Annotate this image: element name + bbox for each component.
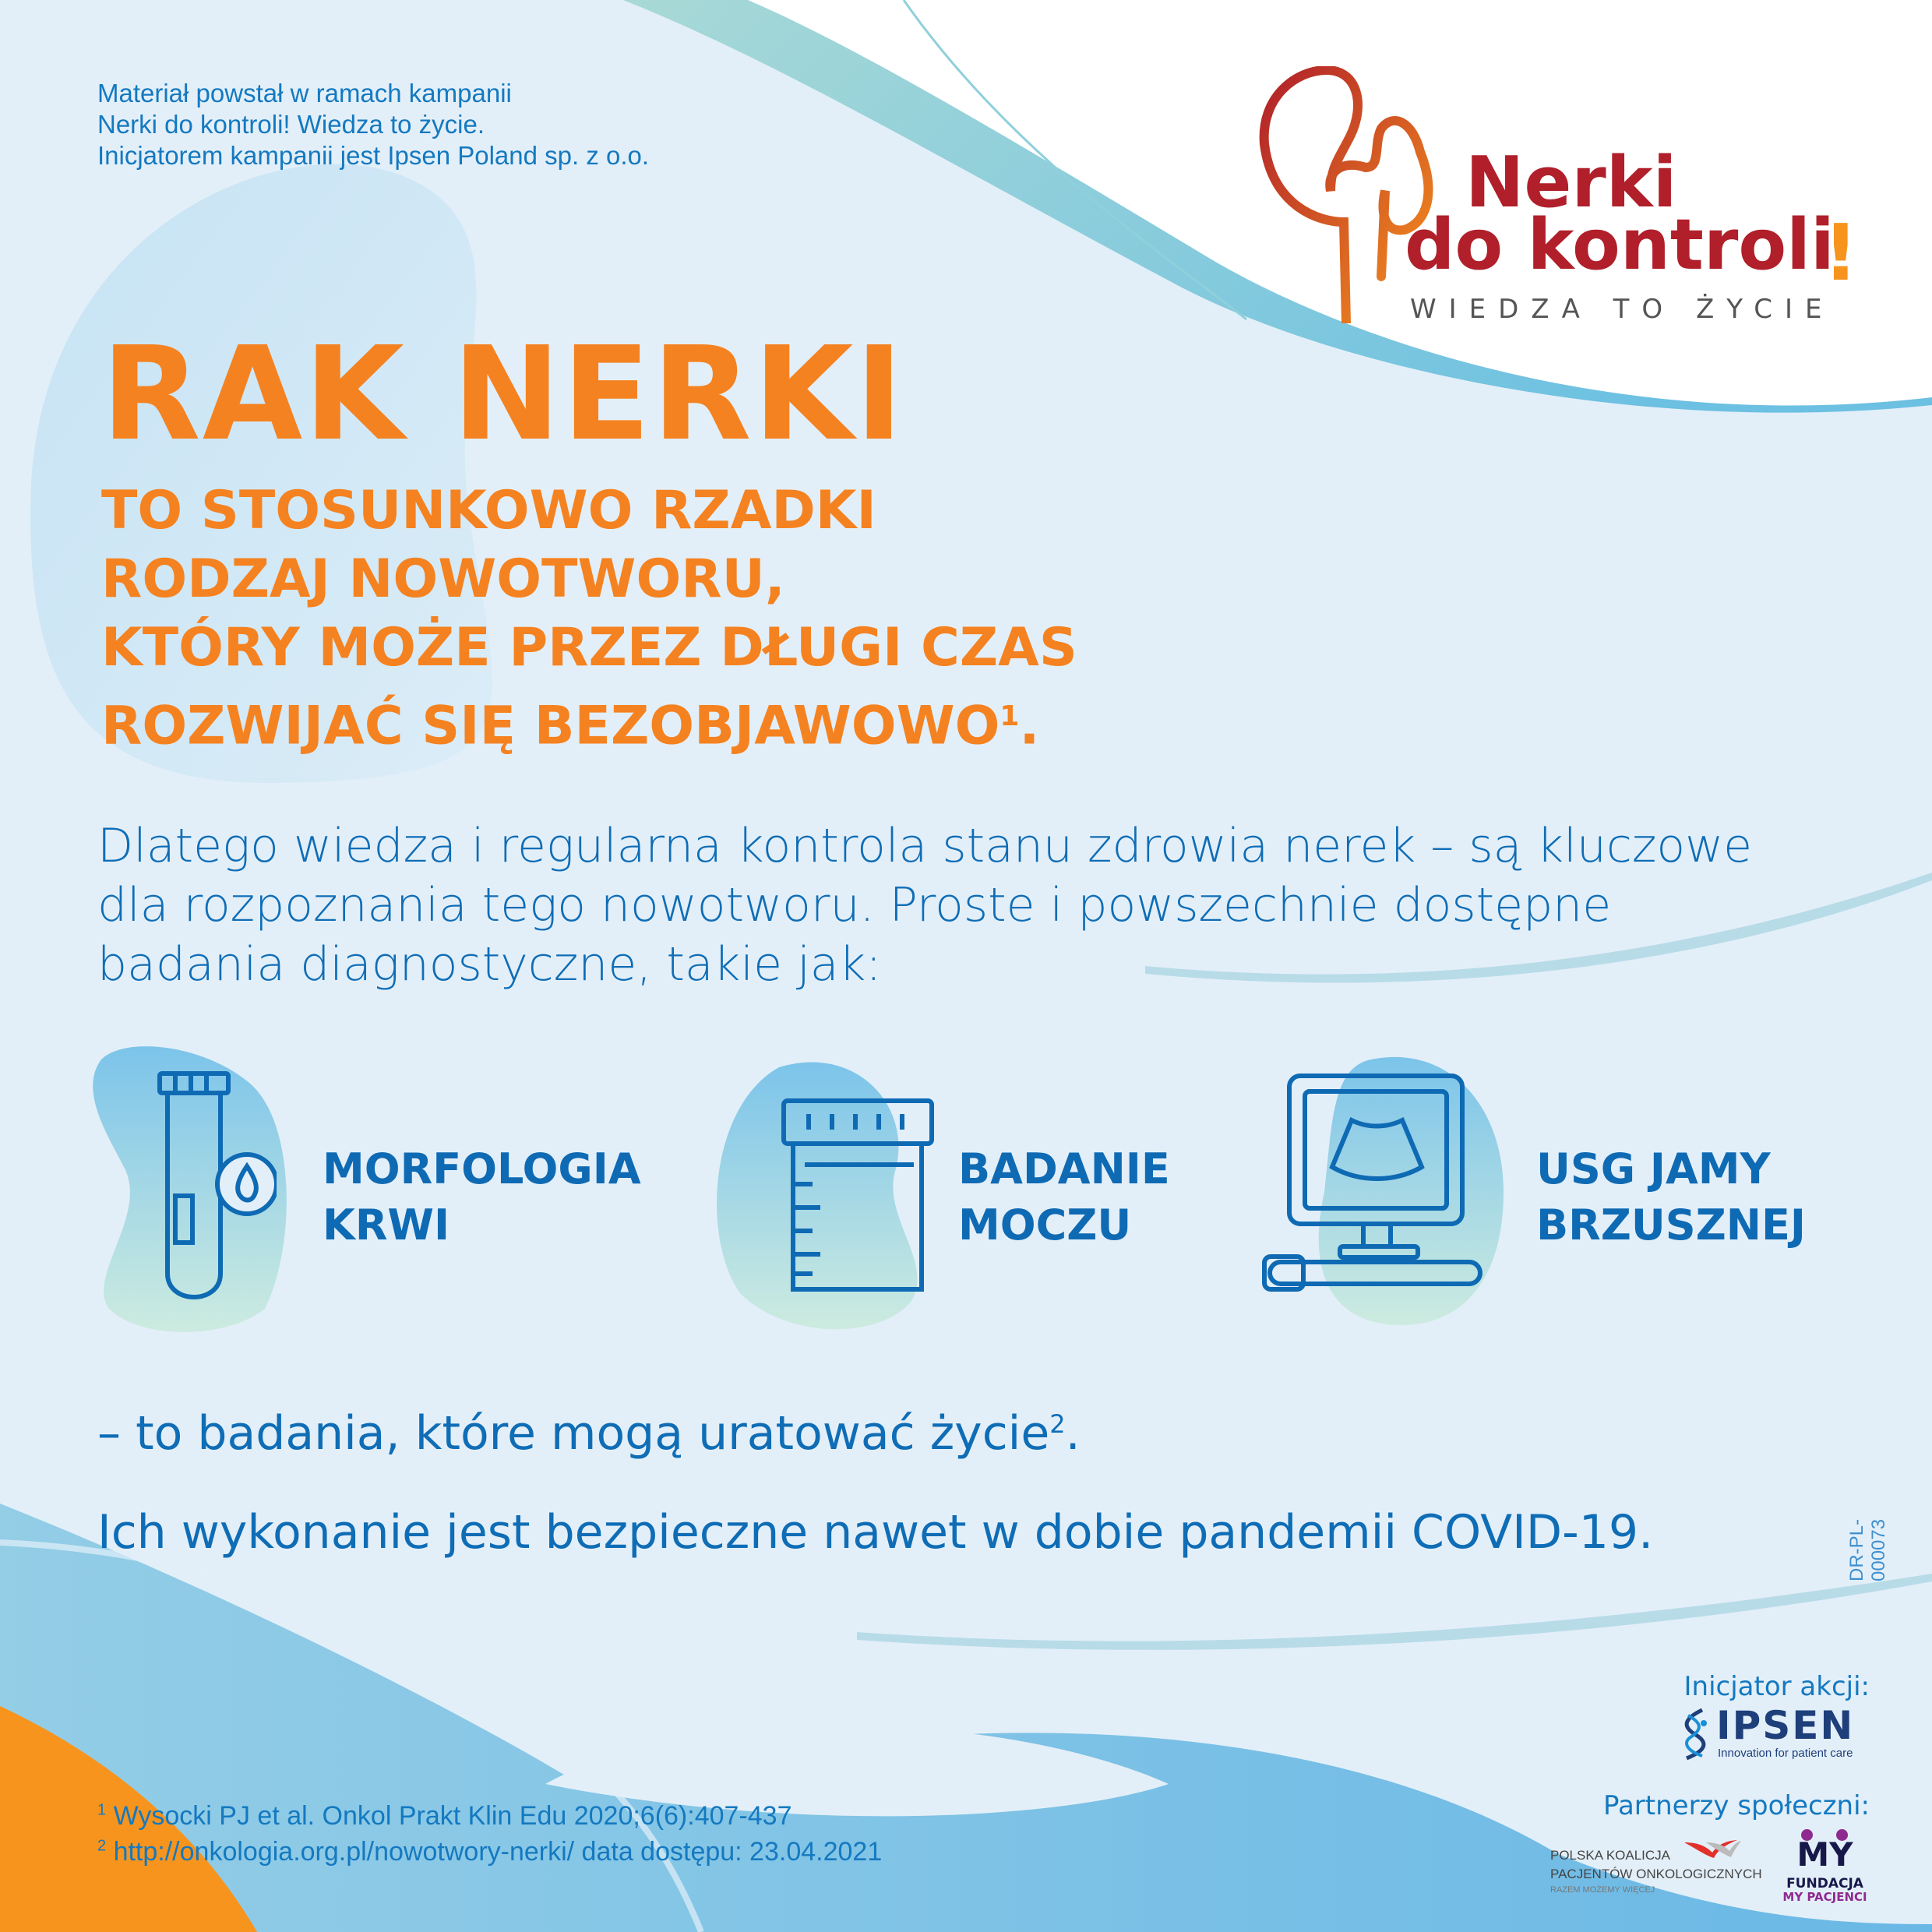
pkpo-logo [1550,1839,1762,1901]
footnote-ref: 2 [1049,1409,1066,1439]
ipsen-helix-icon [1679,1708,1712,1761]
test-label-line: BADANIE [958,1144,1170,1193]
ultrasound-monitor-icon [1262,1074,1488,1299]
subheadline-line: TO STOSUNKOWO RZADKI [101,480,876,541]
subheadline-line: ROZWIJAĆ SIĘ BEZOBJAWOWO [101,695,1000,757]
paragraph-line: dla rozpoznania tego nowotworu. Proste i powszechnie dostępne [97,878,1612,933]
campaign-note-line: Nerki do kontroli! Wiedza to życie. [97,110,485,139]
campaign-logo [1257,66,1864,323]
ipsen-name: IPSEN [1716,1703,1855,1748]
test-label-line: MORFOLOGIA [323,1144,641,1193]
period: . [1065,1406,1081,1461]
campaign-note [97,78,649,171]
partners-label: Partnerzy społeczni: [1602,1790,1870,1821]
footnote-link[interactable]: http://onkologia.org.pl/nowotwory-nerki/ data dostępu: 23.04.2021 [113,1837,883,1867]
test-label-badanie-moczu [958,1141,1170,1253]
paragraph-line: Dlatego wiedza i regularna kontrola stanu zdrowia nerek – są kluczowe [97,819,1753,873]
footnote-1 [97,1801,791,1832]
campaign-note-line: Inicjatorem kampanii jest Ipsen Poland sp. z o.o. [97,141,650,170]
logo-line2: do kontroli [1405,204,1835,286]
ipsen-logo [1679,1703,1870,1764]
pkpo-line: POLSKA KOALICJA [1550,1848,1671,1863]
subheadline-line: RODZAJ NOWOTWORU, [101,548,785,610]
footnote-num: 1 [97,1801,107,1819]
footnote-text: Wysocki PJ et al. Onkol Prakt Klin Edu 2020;6(6):407-437 [113,1801,792,1831]
test-label-morfologia [323,1141,641,1253]
pkpo-line: PACJENTÓW ONKOLOGICZNYCH [1550,1867,1762,1881]
ipsen-tagline: Innovation for patient care [1718,1747,1853,1760]
campaign-note-line: Materiał powstał w ramach kampanii [97,79,512,108]
swallows-icon [1683,1839,1741,1870]
test-label-line: KRWI [323,1200,450,1250]
footnote-num: 2 [97,1837,107,1855]
period: . [1019,695,1040,757]
initiator-label: Inicjator akcji: [1683,1671,1870,1702]
urine-container-icon [781,1098,937,1297]
conclusion-text [97,1406,1081,1461]
intro-paragraph [97,816,1889,994]
test-label-line: BRZUSZNEJ [1536,1200,1806,1250]
paragraph-line: badania diagnostyczne, takie jak: [97,937,882,992]
exclamation-icon: ! [1823,207,1859,298]
subheadline-line: KTÓRY MOŻE PRZEZ DŁUGI CZAS [101,617,1077,679]
my-mark: MY [1796,1835,1853,1874]
subheadline [101,477,1077,761]
document-id: DR-PL-000073 [1846,1518,1889,1581]
test-label-line: USG JAMY [1536,1144,1771,1193]
headline: RAK NERKI [101,319,905,470]
footnote-2[interactable] [97,1837,882,1867]
fundacja-my-pacjenci-logo [1780,1829,1874,1907]
test-label-line: MOCZU [958,1200,1132,1250]
conclusion-main: – to badania, które mogą uratować życie [97,1406,1050,1461]
footnote-ref: 1 [999,700,1020,732]
logo-line1: Nerki [1465,142,1677,224]
pkpo-line: RAZEM MOŻEMY WIĘCEJ [1550,1885,1655,1895]
my-line: FUNDACJA [1786,1876,1863,1891]
logo-tagline: WIEDZA TO ŻYCIE [1410,294,1835,325]
test-label-usg [1536,1141,1806,1253]
safety-text: Ich wykonanie jest bezpieczne nawet w dobie pandemii COVID-19. [97,1505,1654,1560]
my-line: MY PACJENCI [1782,1890,1867,1904]
test-tube-blood-icon [152,1071,277,1301]
